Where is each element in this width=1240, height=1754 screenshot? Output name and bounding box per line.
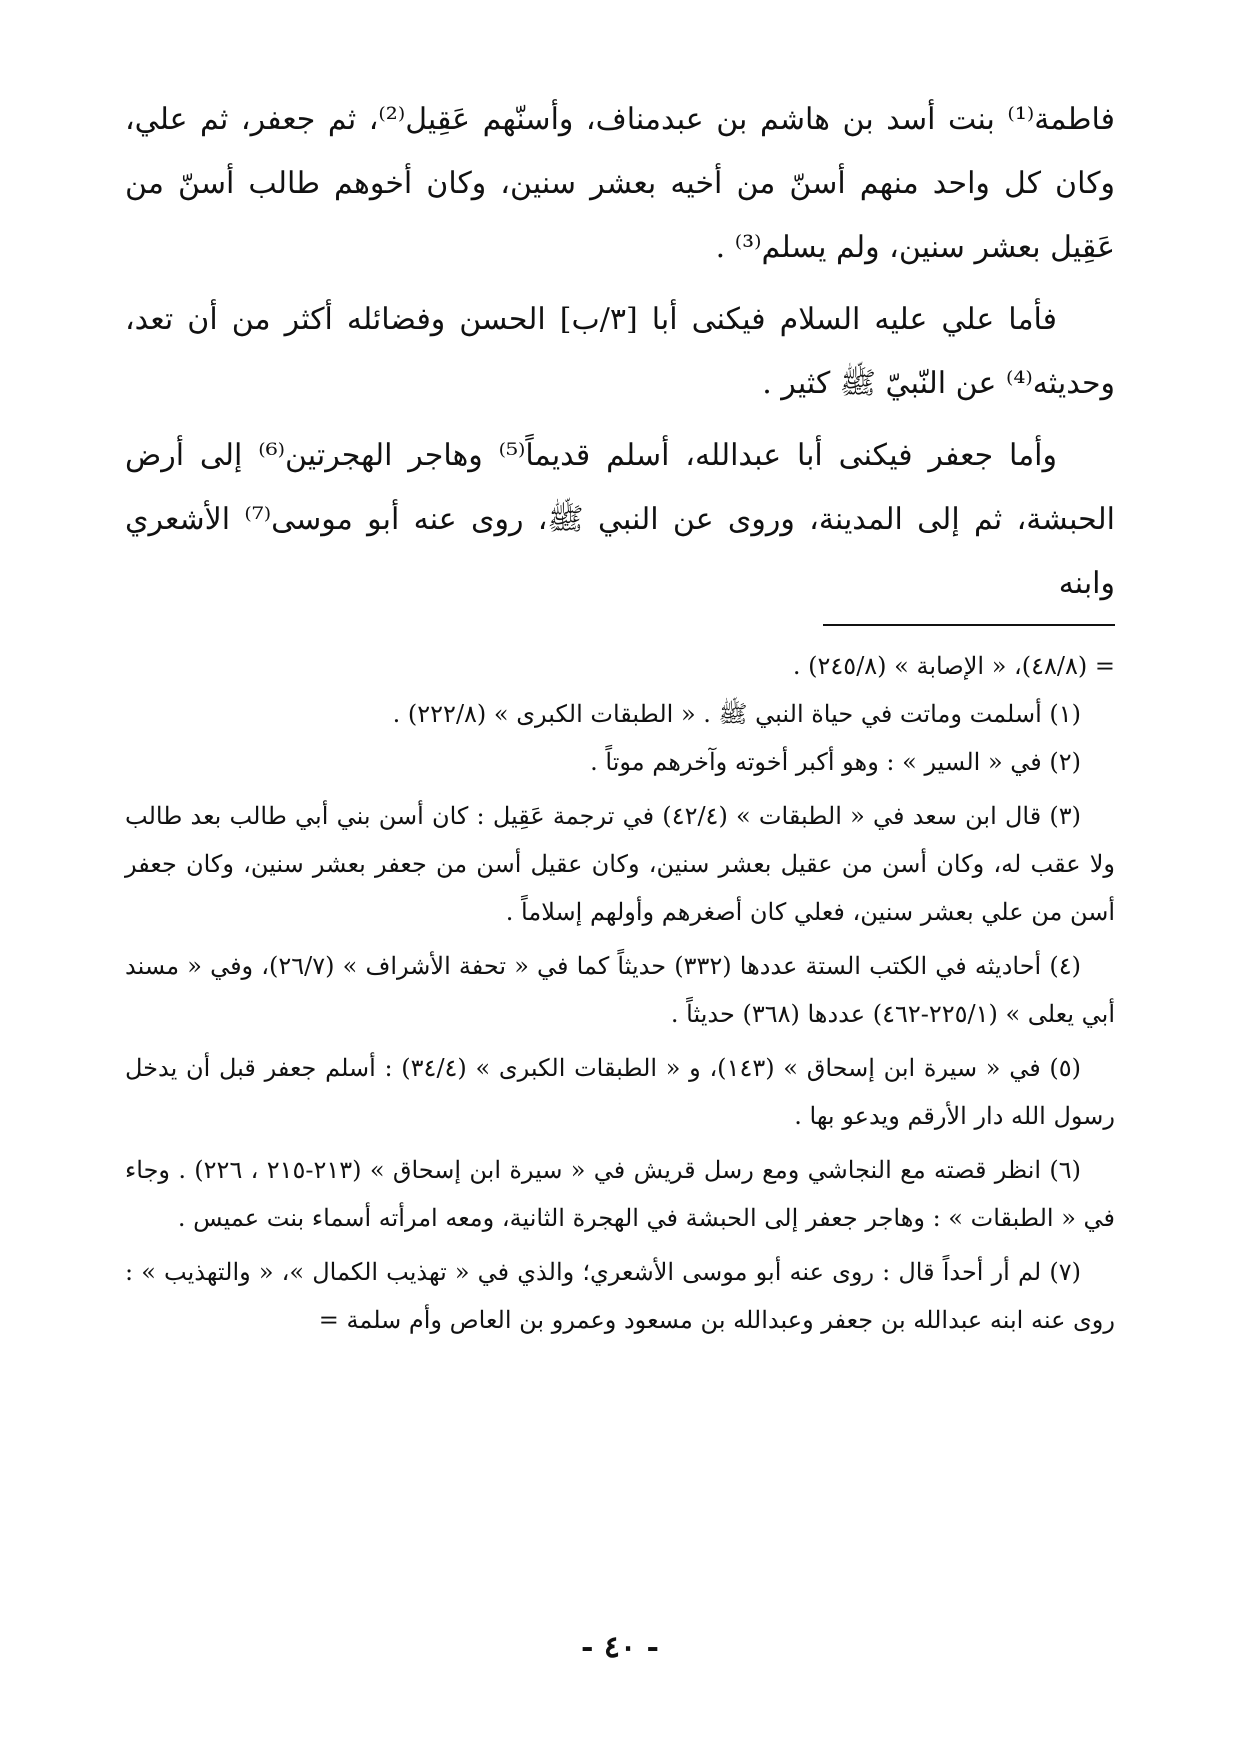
footnote-separator [823, 624, 1115, 626]
page-number: - ٤٠ - [580, 1630, 660, 1665]
footnote-6: (٦) انظر قصته مع النجاشي ومع رسل قريش في « سيرة ابن إسحاق » (٢١٣-٢١٥ ، ٢٢٦) . وجاء في « الطبقات » : وهاجر جعفر إلى الحبشة في الهجرة الثانية، ومعه امرأته أسماء بنت عميس . [125, 1156, 1115, 1232]
footnote-5: (٥) في « سيرة ابن إسحاق » (١٤٣)، و « الطبقات الكبرى » (٣٤/٤) : أسلم جعفر قبل أن يدخل رسول الله دار الأرقم ويدعو بها . [125, 1054, 1115, 1130]
footnote-7: (٧) لم أر أحداً قال : روى عنه أبو موسى الأشعري؛ والذي في « تهذيب الكمال »، « والتهذيب » : روى عنه ابنه عبدالله بن جعفر وعبدالله بن مسعود وعمرو بن العاص وأم سلمة = [125, 1258, 1115, 1334]
footnote-4: (٤) أحاديثه في الكتب الستة عددها (٣٣٢) حديثاً كما في « تحفة الأشراف » (٢٦/٧)، وفي « مسند أبي يعلى » (٢٢٥/١-٤٦٢) عددها (٣٦٨) حديثاً . [125, 952, 1115, 1028]
paragraph-1: فاطمة⁽¹⁾ بنت أسد بن هاشم بن عبدمناف، وأسنّهم عَقِيل⁽²⁾، ثم جعفر، ثم علي، وكان كل واحد منهم أسنّ من أخيه بعشر سنين، وكان أخوهم طالب أسنّ من عَقِيل بعشر سنين، ولم يسلم⁽³⁾ . [125, 102, 1115, 265]
footnote-2: (٢) في « السير » : وهو أكبر أخوته وآخرهم موتاً . [590, 748, 1081, 776]
footnote-1: (١) أسلمت وماتت في حياة النبي ﷺ . « الطبقات الكبرى » (٢٢٢/٨) . [392, 700, 1081, 728]
footnote-continuation: = (٤٨/٨)، « الإصابة » (٢٤٥/٨) . [792, 652, 1115, 680]
paragraph-2: فأما علي عليه السلام فيكنى أبا [٣/ب] الحسن وفضائله أكثر من أن تعد، وحديثه⁽⁴⁾ عن النّبيّ ﷺ كثير . [125, 302, 1115, 401]
paragraph-3: وأما جعفر فيكنى أبا عبدالله، أسلم قديماً⁽⁵⁾ وهاجر الهجرتين⁽⁶⁾ إلى أرض الحبشة، ثم إلى المدينة، وروى عن النبي ﷺ، روى عنه أبو موسى⁽⁷⁾ الأشعري وابنه [125, 438, 1115, 601]
main-text [125, 88, 1115, 616]
footnotes [125, 642, 1115, 1344]
footnote-3: (٣) قال ابن سعد في « الطبقات » (٤٢/٤) في ترجمة عَقِيل : كان أسن بني أبي طالب بعد طالب ولا عقب له، وكان أسن من عقيل بعشر سنين، وكان عقيل أسن من جعفر بعشر سنين، وكان جعفر أسن من علي بعشر سنين، فعلي كان أصغرهم وأولهم إسلاماً . [125, 802, 1115, 926]
